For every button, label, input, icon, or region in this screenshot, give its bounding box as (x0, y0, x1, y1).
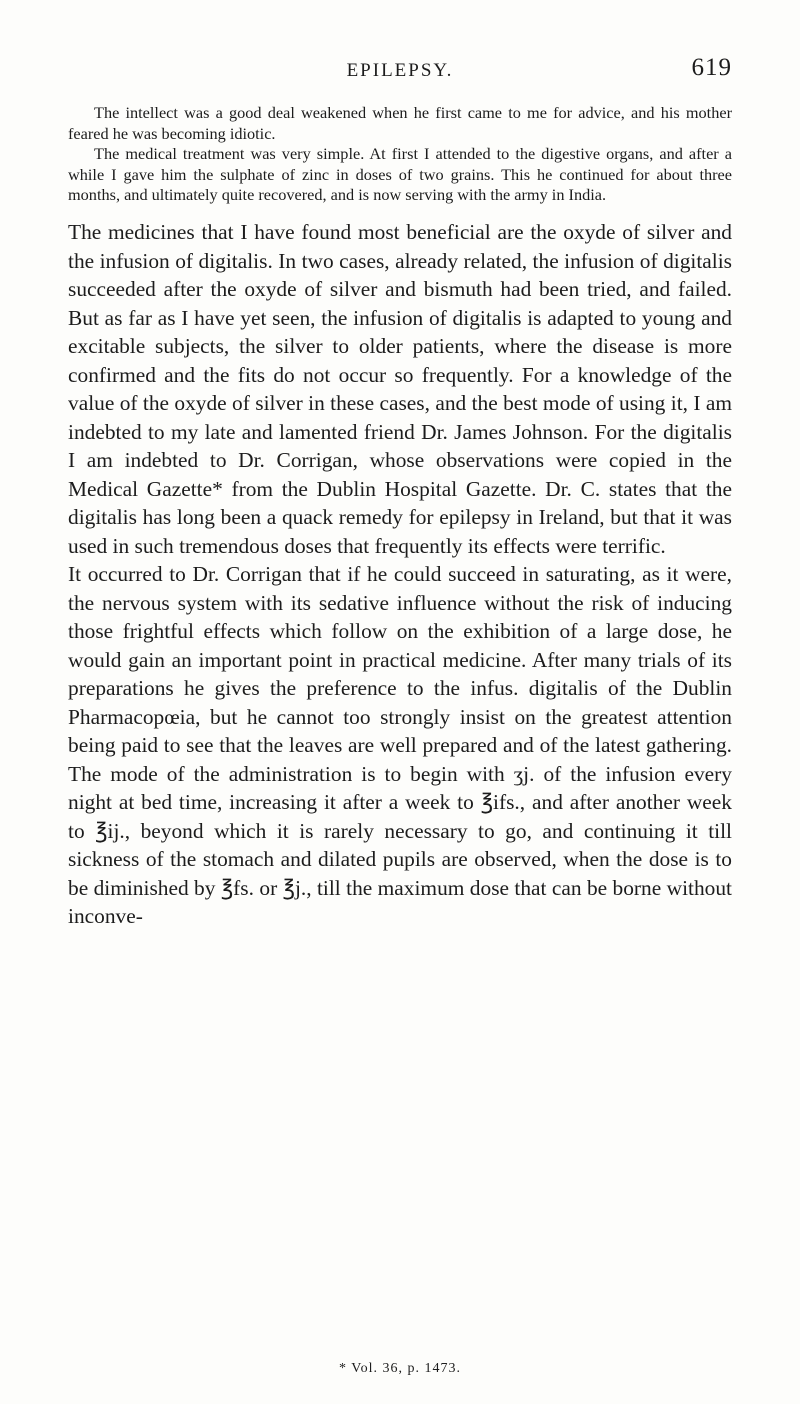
page-number: 619 (691, 54, 732, 81)
main-text-passage (68, 218, 732, 931)
running-head (68, 54, 732, 94)
running-title: EPILEPSY. (346, 60, 454, 81)
main-paragraph-2: It occurred to Dr. Corrigan that if he could succeed in saturating, as it were, the nervous system with its sedative influence without the risk of inducing those frightful effects which follow on the exhibition of a large dose, he would gain an important point in practical medicine. After many trials of its preparations he gives the preference to the infus. digitalis of the Dublin Pharmacopœia, but he cannot too strongly insist on the greatest attention being paid to see that the leaves are well prepared and of the latest gathering. The mode of the administration is to begin with ʒj. of the infusion every night at bed time, increasing it after a week to ℥ifs., and after another week to ℥ij., beyond which it is rarely necessary to go, and continuing it till sickness of the stomach and dilated pupils are observed, when the dose is to be diminished by ℥fs. or ℥j., till the maximum dose that can be borne without inconve- (68, 562, 732, 928)
small-paragraph-1: The intellect was a good deal weakened when he first came to me for advice, and his mother feared he was becoming idiotic. (68, 103, 732, 143)
main-paragraph-1: The medicines that I have found most beneficial are the oxyde of silver and the infusion of digitalis. In two cases, already related, the infusion of digitalis succeeded after the oxyde of silver and bismuth had been tried, and failed. But as far as I have yet seen, the infusion of digitalis is adapted to young and excitable subjects, the silver to older patients, where the disease is more confirmed and the fits do not occur so frequently. For a knowledge of the value of the oxyde of silver in these cases, and the best mode of using it, I am indebted to my late and lamented friend Dr. James Johnson. For the digitalis I am indebted to Dr. Corrigan, whose observations were copied in the Medical Gazette* from the Dublin Hospital Gazette. Dr. C. states that the digitalis has long been a quack remedy for epilepsy in Ireland, but that it was used in such tremendous doses that frequently its effects were terrific. (68, 220, 732, 558)
footnote: * Vol. 36, p. 1473. (339, 1361, 461, 1376)
small-type-passage (68, 103, 732, 206)
small-paragraph-2: The medical treatment was very simple. At first I attended to the digestive organs, and after a while I gave him the sulphate of zinc in doses of two grains. This he continued for about three months, and ultimately quite recovered, and is now serving with the army in India. (68, 144, 732, 204)
